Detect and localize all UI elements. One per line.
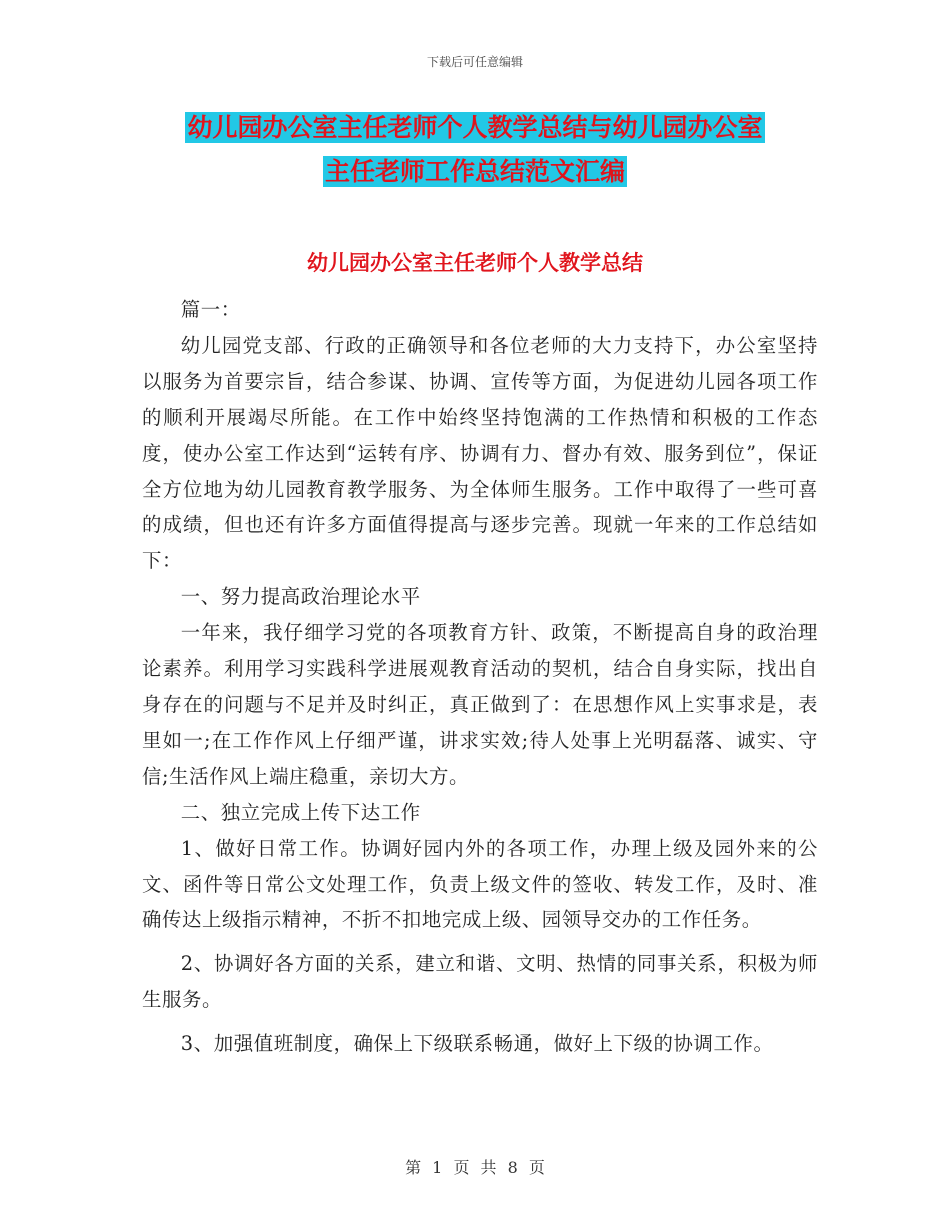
paragraph-item-1: 1、做好日常工作。协调好园内外的各项工作，办理上级及园外来的公文、函件等日常公文处理工作，负责上级文件的签收、转发工作，及时、准确传达上级指示精神，不折不扣地完成上级、园领导交办的工作任务。 — [142, 836, 818, 932]
title-highlight-2: 主任老师工作总结范文汇编 — [324, 157, 625, 186]
paragraph-intro: 幼儿园党支部、行政的正确领导和各位老师的大力支持下，办公室坚持以服务为首要宗旨，结合参谋、协调、宣传等方面，为促进幼儿园各项工作的顺利开展竭尽所能。在工作中始终坚持饱满的工作热情和积极的工作态度，使办公室工作达到“运转有序、协调有力、督办有效、服务到位”，保证全方位地为幼儿园教育教学服务、为全体师生服务。工作中取得了一些可喜的成绩，但也还有许多方面值得提高与逐步完善。现就一年来的工作总结如下： — [142, 333, 818, 573]
paragraph-political-theory: 一年来，我仔细学习党的各项教育方针、政策，不断提高自身的政治理论素养。利用学习实践科学进展观教育活动的契机，结合自身实际，找出自身存在的问题与不足并及时纠正，真正做到了：在思想作风上实事求是，表里如一;在工作作风上仔细严谨，讲求实效;待人处事上光明磊落、诚实、守信;生活作风上端庄稳重，亲切大方。 — [142, 621, 818, 788]
title-highlight-1: 幼儿园办公室主任老师个人教学总结与幼儿园办公室 — [187, 113, 763, 142]
paragraph-item-2: 2、协调好各方面的关系，建立和谐、文明、热情的同事关系，积极为师生服务。 — [142, 952, 818, 1012]
paragraph-chapter-label: 篇一： — [180, 298, 241, 321]
document-body — [142, 292, 818, 1062]
section-heading-2: 二、独立完成上传下达工作 — [180, 800, 421, 824]
page-number: 第 1 页 共 8 页 — [405, 1158, 545, 1177]
document-title-line-2 — [0, 152, 950, 192]
paragraph-item-3: 3、加强值班制度，确保上下级联系畅通，做好上下级的协调工作。 — [180, 1032, 774, 1056]
header-note: 下载后可任意编辑 — [426, 55, 523, 69]
section-title: 幼儿园办公室主任老师个人教学总结 — [307, 251, 643, 275]
section-heading-1: 一、努力提高政治理论水平 — [180, 585, 421, 609]
document-title-line-1 — [0, 108, 950, 148]
